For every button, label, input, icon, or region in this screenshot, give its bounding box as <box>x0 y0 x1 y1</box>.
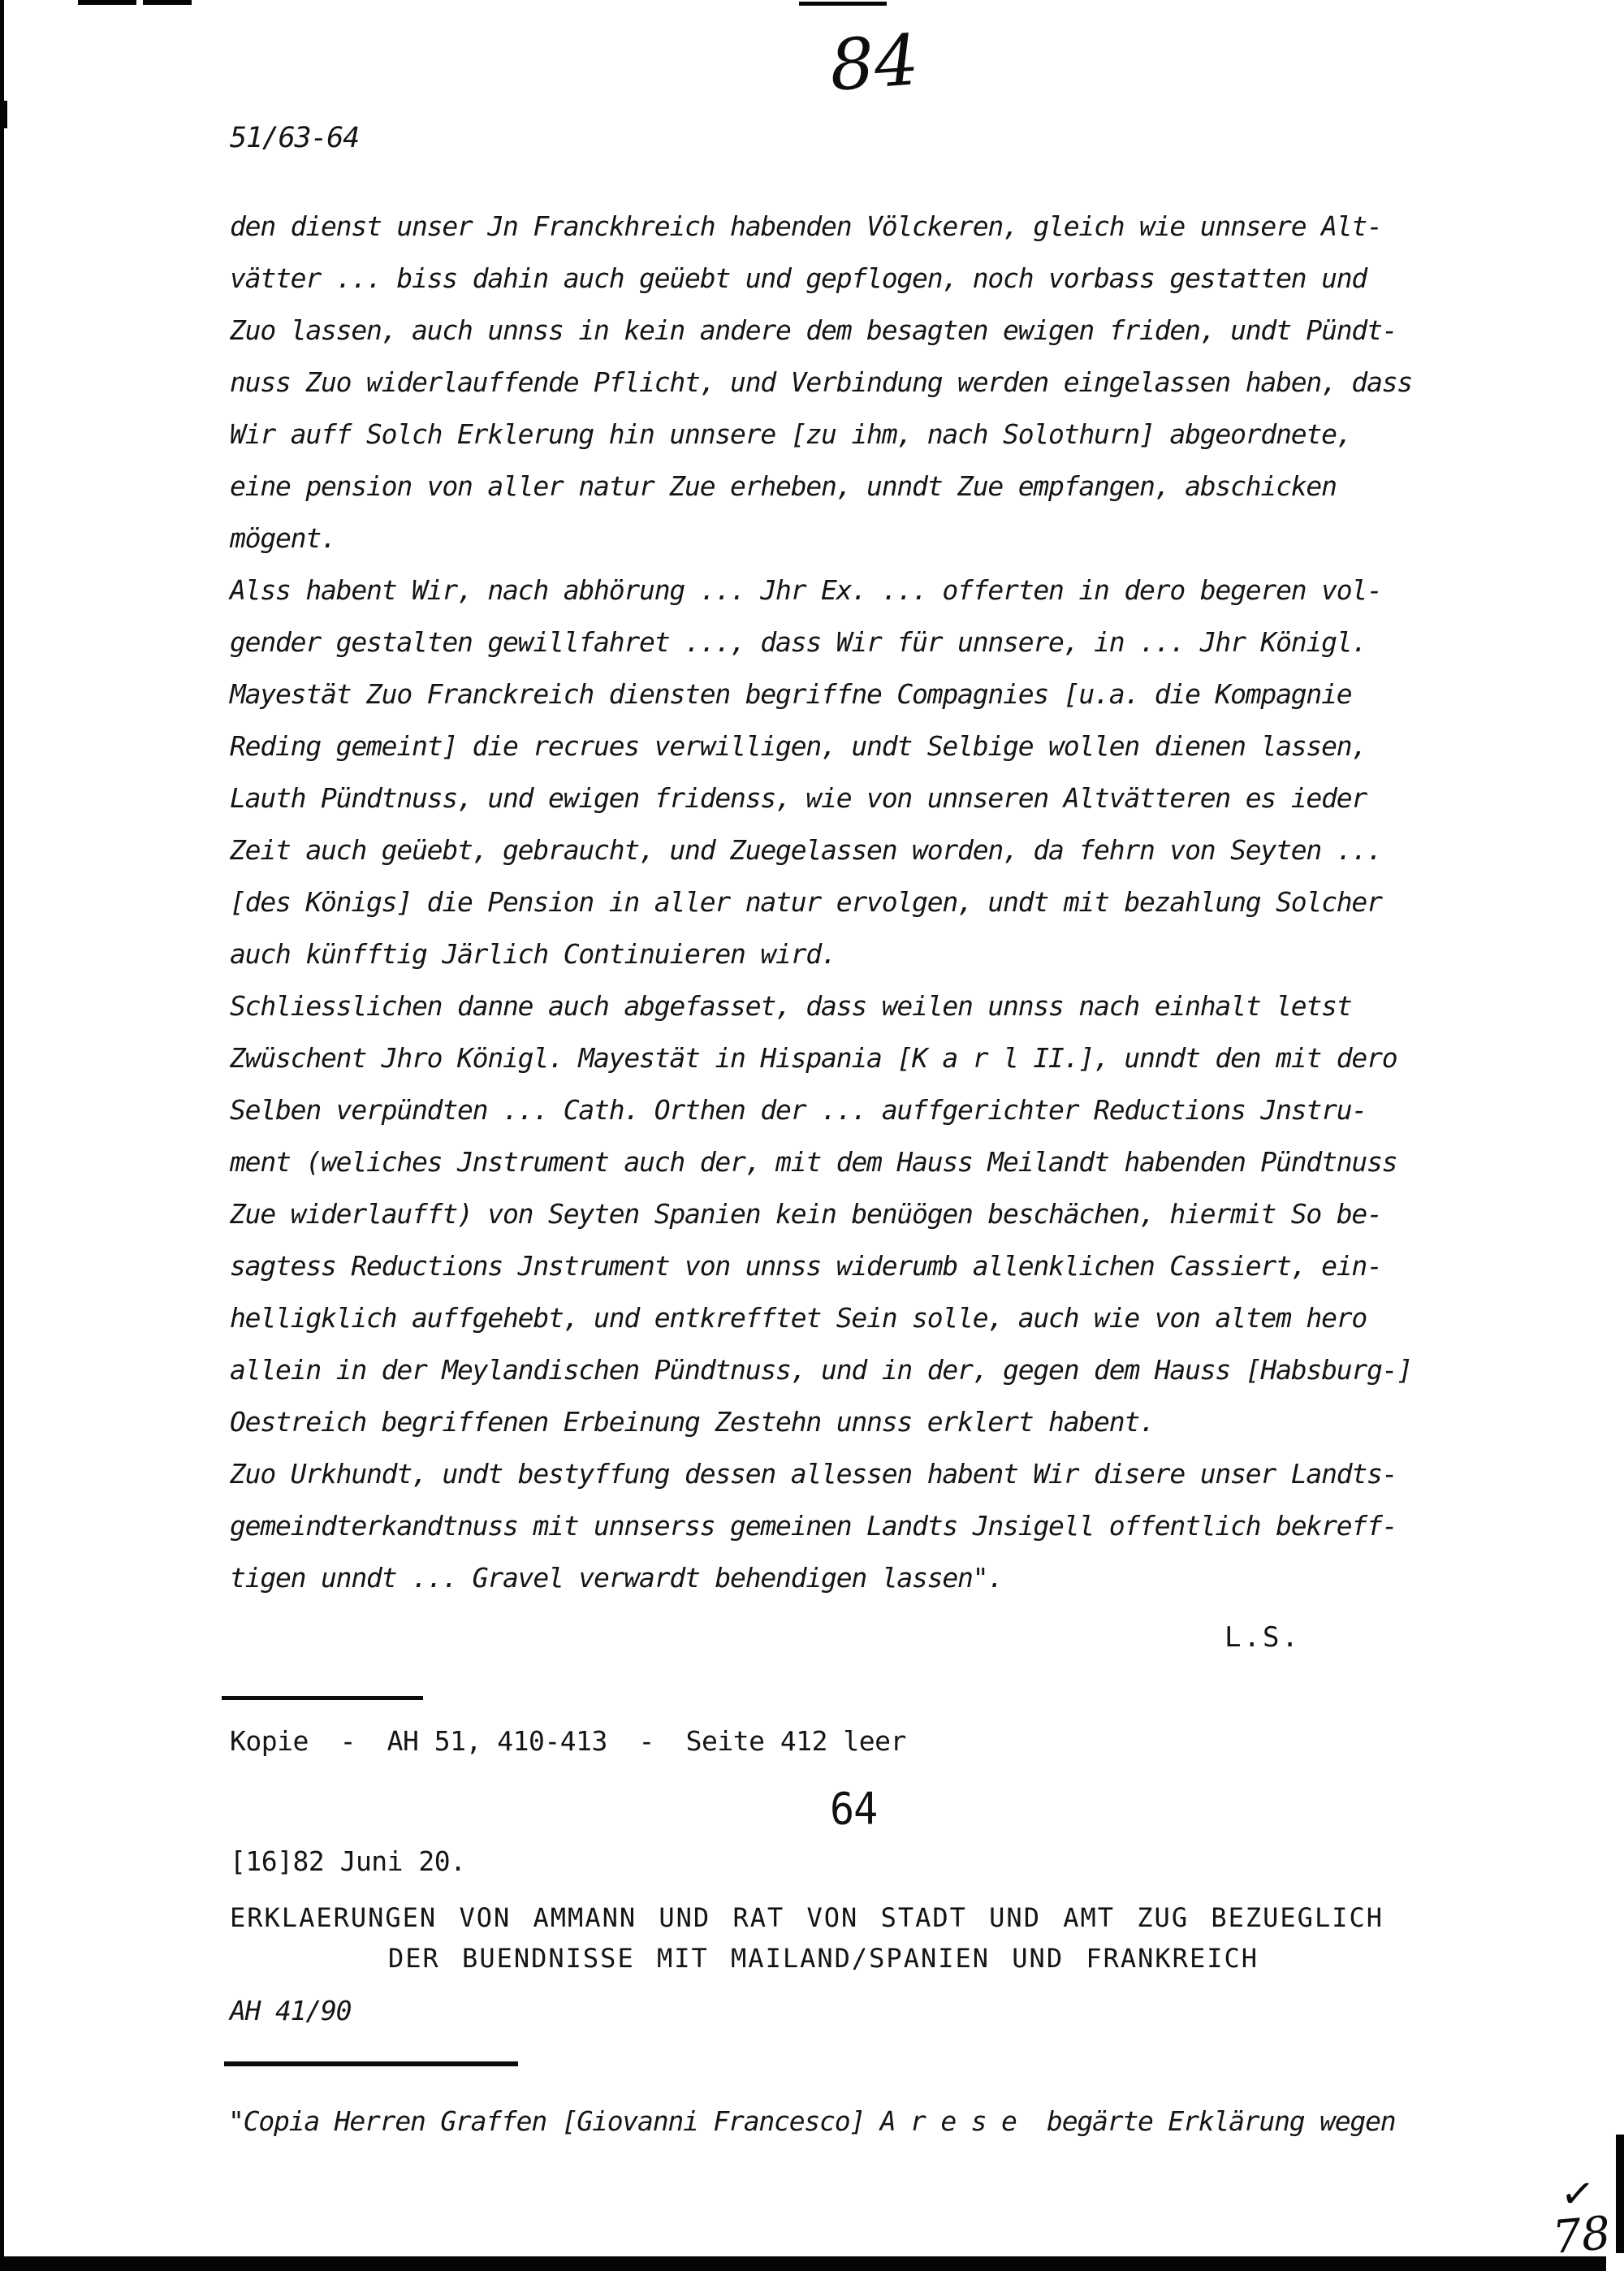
typescript-line: sagtess Reductions Jnstrument von unnss widerumb allenklichen Cassiert, ein- <box>230 1250 1382 1282</box>
typescript-line: allein in der Meylandischen Pündtnuss, und in der, gegen dem Hauss [Habsburg-] <box>230 1354 1413 1386</box>
scan-edge-left <box>0 0 4 2271</box>
entry-number: 64 <box>830 1783 878 1835</box>
typescript-line: ment (weliches Jnstrument auch der, mit dem Hauss Meilandt habenden Pündtnuss <box>230 1146 1397 1178</box>
typescript-line: Mayestät Zuo Franckreich diensten begriffne Compagnies [u.a. die Kompagnie <box>230 678 1352 710</box>
typescript-line: gender gestalten gewillfahret ..., dass Wir für unnsere, in ... Jhr Königl. <box>230 626 1367 658</box>
typescript-line: den dienst unser Jn Franckhreich habenden Völckeren, gleich wie unnsere Alt- <box>230 210 1382 242</box>
typescript-line: nuss Zuo widerlauffende Pflicht, und Verbindung werden eingelassen haben, dass <box>230 366 1413 398</box>
typescript-line: [des Königs] die Pension in aller natur ervolgen, undt mit bezahlung Solcher <box>230 886 1382 918</box>
quote-opening-line: "Copia Herren Graffen [Giovanni Francesco] A r e s e begärte Erklärung wegen <box>228 2105 1396 2137</box>
scan-edge-top-dash-1 <box>78 0 136 5</box>
handwritten-corner-number: 78 <box>1550 2207 1613 2265</box>
seal-abbreviation: L.S. <box>1224 1621 1301 1654</box>
typescript-line: auch künfftig Järlich Continuieren wird. <box>230 938 836 970</box>
entry-date: [16]82 Juni 20. <box>230 1845 466 1877</box>
transcription-body <box>230 201 1448 1604</box>
typescript-line: helligklich auffgehebt, und entkrefftet Sein solle, auch wie von altem hero <box>230 1302 1367 1334</box>
scan-edge-bottom-bar <box>0 2256 1606 2271</box>
typescript-line: vätter ... biss dahin auch geüebt und gepflogen, noch vorbass gestatten und <box>230 262 1367 294</box>
scan-edge-left-blot <box>0 101 7 128</box>
typescript-line: tigen unndt ... Gravel verwardt behendigen lassen". <box>230 1562 1004 1594</box>
scan-edge-top-dash-2 <box>143 0 192 5</box>
typescript-line: eine pension von aller natur Zue erheben, unndt Zue empfangen, abschicken <box>230 470 1337 502</box>
archive-reference: 51/63-64 <box>230 122 359 154</box>
separator-rule-top <box>222 1696 423 1700</box>
entry-archive-reference: AH 41/90 <box>230 1995 352 2027</box>
separator-rule-bottom <box>224 2061 518 2066</box>
handwritten-checkmark-icon: ✓ <box>1558 2168 1597 2220</box>
typescript-line: mögent. <box>230 522 336 554</box>
scan-edge-top-dash-3 <box>799 2 887 6</box>
typescript-line: Reding gemeint] die recrues verwilligen, undt Selbige wollen dienen lassen, <box>230 730 1367 762</box>
typescript-line: Wir auff Solch Erklerung hin unnsere [zu ihm, nach Solothurn] abgeordnete, <box>230 418 1352 450</box>
entry-title-line-1: ERKLAERUNGEN VON AMMANN UND RAT VON STADT UND AMT ZUG BEZUEGLICH <box>230 1902 1384 1933</box>
typescript-line: gemeindterkandtnuss mit unnserss gemeinen Landts Jnsigell offentlich bekreff- <box>230 1510 1397 1542</box>
typescript-line: Zue widerlaufft) von Seyten Spanien kein benüögen beschächen, hiermit So be- <box>230 1198 1382 1230</box>
typescript-line: Oestreich begriffenen Erbeinung Zestehn unnss erklert habent. <box>230 1406 1155 1438</box>
entry-title-line-2: DER BUENDNISSE MIT MAILAND/SPANIEN UND FRANKREICH <box>387 1943 1259 1974</box>
typescript-line: Zuo Urkhundt, undt bestyffung dessen allessen habent Wir disere unser Landts- <box>230 1458 1397 1490</box>
typescript-line: Zwüschent Jhro Königl. Mayestät in Hispania [K a r l II.], unndt den mit dero <box>230 1042 1397 1074</box>
scan-edge-right <box>1616 2135 1624 2253</box>
typescript-line: Schliesslichen danne auch abgefasset, dass weilen unnss nach einhalt letst <box>230 990 1352 1022</box>
source-citation-line: Kopie - AH 51, 410-413 - Seite 412 leer <box>230 1725 906 1757</box>
typescript-line: Alss habent Wir, nach abhörung ... Jhr Ex. ... offerten in dero begeren vol- <box>230 574 1382 606</box>
typescript-line: Zeit auch geüebt, gebraucht, und Zuegelassen worden, da fehrn von Seyten ... <box>230 834 1382 866</box>
handwritten-page-number: 84 <box>827 19 922 107</box>
typescript-line: Zuo lassen, auch unnss in kein andere dem besagten ewigen friden, undt Pündt- <box>230 314 1397 346</box>
typescript-line: Selben verpündten ... Cath. Orthen der ... auffgerichter Reductions Jnstru- <box>230 1094 1367 1126</box>
typescript-line: Lauth Pündtnuss, und ewigen fridenss, wie von unnseren Altvätteren es ieder <box>230 782 1367 814</box>
